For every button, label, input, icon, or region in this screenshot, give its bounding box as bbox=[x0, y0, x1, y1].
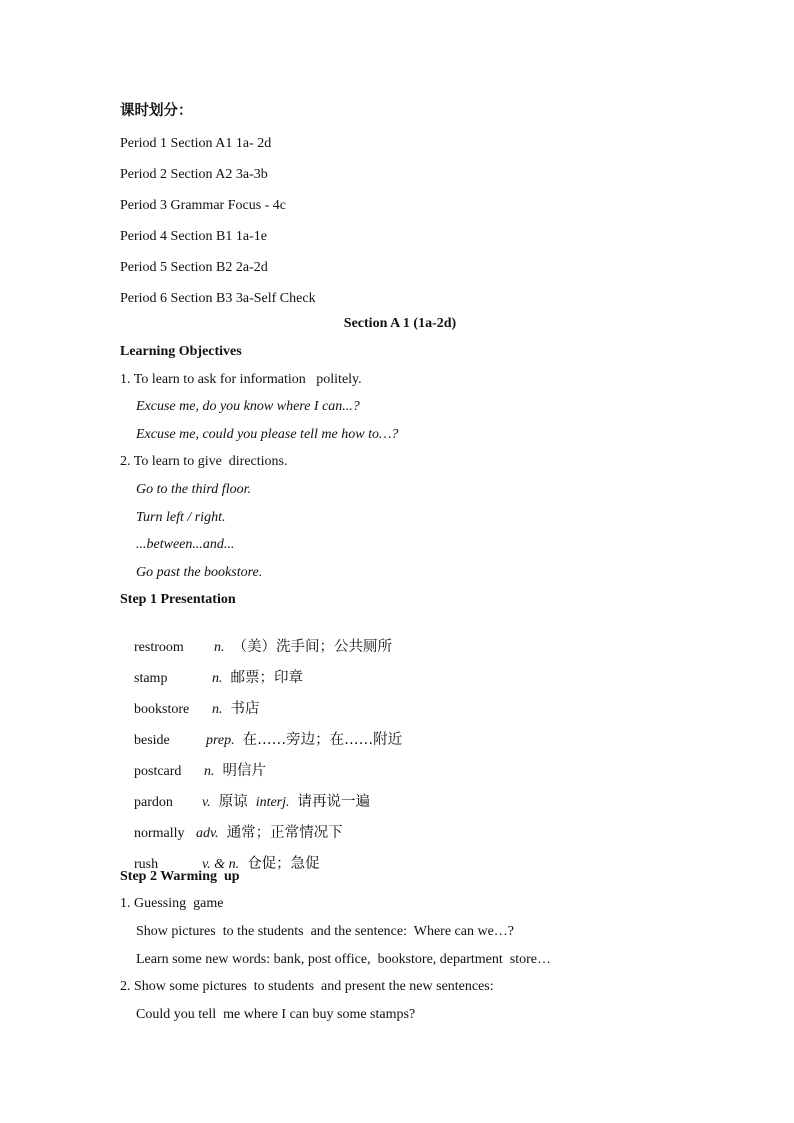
step1-title: Step 1 Presentation bbox=[120, 592, 236, 607]
vocab-meaning: 原谅 bbox=[218, 794, 248, 810]
vocab-meaning: （美）洗手间；公共厕所 bbox=[232, 639, 392, 655]
objective-1-example-2: Excuse me, could you please tell me how to…? bbox=[136, 427, 399, 442]
period-line-4: Period 4 Section B1 1a-1e bbox=[120, 229, 267, 244]
vocab-pos: n. bbox=[212, 671, 223, 686]
objective-1-example-1: Excuse me, do you know where I can...? bbox=[136, 399, 360, 414]
vocab-meaning: 仓促；急促 bbox=[247, 856, 320, 872]
section-title: Section A 1 (1a-2d) bbox=[343, 316, 457, 331]
step2-item-2-line-1: Could you tell me where I can buy some stamps? bbox=[136, 1007, 416, 1022]
vocab-word: restroom bbox=[134, 640, 184, 655]
vocab-word: pardon bbox=[134, 795, 173, 810]
step2-item-2: 2. Show some pictures to students and present the new sentences: bbox=[120, 979, 494, 994]
period-line-2: Period 2 Section A2 3a-3b bbox=[120, 167, 268, 182]
vocab-word: bookstore bbox=[134, 702, 190, 717]
vocab-pos: n. bbox=[214, 640, 225, 655]
vocab-pos: v. & n. bbox=[202, 857, 240, 872]
vocab-meaning: 在……旁边；在……附近 bbox=[242, 732, 403, 748]
objective-2-example-4: Go past the bookstore. bbox=[136, 565, 263, 580]
vocab-word: postcard bbox=[134, 764, 182, 779]
vocab-meaning: 邮票；印章 bbox=[230, 670, 303, 686]
objective-2-example-2: Turn left / right. bbox=[136, 510, 226, 525]
vocab-word: normally bbox=[134, 826, 185, 841]
step2-item-1-line-1: Show pictures to the students and the sentence: Where can we…? bbox=[136, 924, 515, 939]
vocab-pos: n. bbox=[212, 702, 223, 717]
step2-item-1: 1. Guessing game bbox=[120, 896, 224, 911]
step2-item-1-line-2: Learn some new words: bank, post office, bookstore, department store… bbox=[136, 952, 551, 967]
vocab-pos-2: interj. bbox=[255, 795, 290, 810]
period-line-5: Period 5 Section B2 2a-2d bbox=[120, 260, 268, 275]
vocab-meaning-2: 请再说一遍 bbox=[297, 794, 371, 810]
vocab-pos: v. bbox=[202, 795, 211, 810]
period-line-6: Period 6 Section B3 3a-Self Check bbox=[120, 291, 316, 306]
vocab-pos: n. bbox=[204, 764, 215, 779]
vocab-pos: prep. bbox=[206, 733, 235, 748]
objective-1: 1. To learn to ask for information politely. bbox=[120, 372, 362, 387]
objectives-title: Learning Objectives bbox=[120, 344, 242, 359]
objective-2-example-1: Go to the third floor. bbox=[136, 482, 251, 497]
vocab-word: stamp bbox=[134, 671, 168, 686]
vocab-meaning: 书店 bbox=[230, 701, 260, 717]
step2-title: Step 2 Warming up bbox=[120, 869, 240, 884]
vocab-pos: adv. bbox=[196, 826, 219, 841]
period-line-1: Period 1 Section A1 1a- 2d bbox=[120, 136, 272, 151]
objective-2-example-3: ...between...and... bbox=[136, 537, 235, 552]
vocab-word: beside bbox=[134, 733, 170, 748]
lesson-division-heading: 课时划分： bbox=[120, 103, 193, 119]
objective-2: 2. To learn to give directions. bbox=[120, 454, 288, 469]
vocab-meaning: 明信片 bbox=[222, 763, 266, 779]
period-line-3: Period 3 Grammar Focus - 4c bbox=[120, 198, 287, 213]
vocab-word: rush bbox=[134, 857, 159, 872]
vocab-meaning: 通常；正常情况下 bbox=[226, 825, 343, 841]
